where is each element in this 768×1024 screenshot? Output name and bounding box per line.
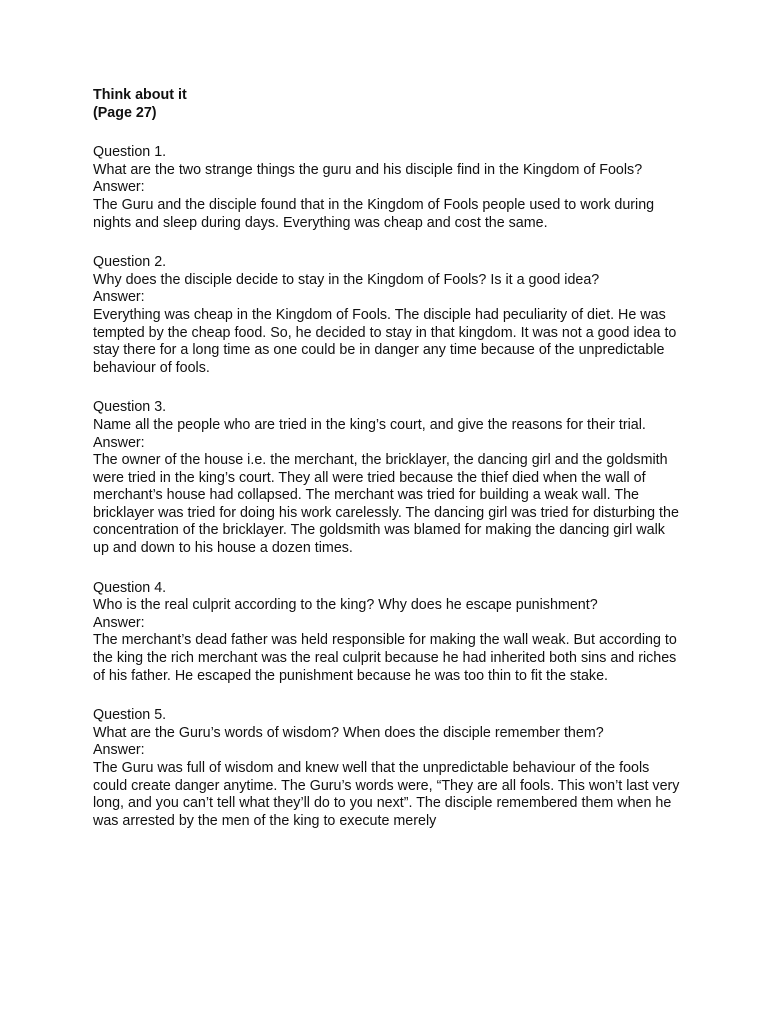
heading-title: Think about it (93, 87, 187, 103)
question-block-5 (93, 707, 683, 830)
question-block-3 (93, 399, 683, 557)
answer-text: Everything was cheap in the Kingdom of Fools. The disciple had peculiarity of diet. He was tempted by the cheap food. So, he decided to stay in that kingdom. It was not a good idea to stay there for a long time as one could be in danger any time because of the unpredictable behaviour of fools. (93, 306, 677, 376)
section-heading (93, 87, 683, 122)
question-label: Question 3. (93, 399, 167, 416)
answer-text: The owner of the house i.e. the merchant, the bricklayer, the dancing girl and the goldsmith were tried in the king’s court. They all were tried because the thief died when the wall of merchant’s house had collapsed. The merchant was tried for building a weak wall. The bricklayer was tried for doing his work carelessly. The dancing girl was tried for disturbing the concentration of the bricklayer. The goldsmith was blamed for making the dancing girl walk up and down to his house a dozen times. (93, 452, 679, 557)
answer-text: The merchant’s dead father was held responsible for making the wall weak. But according to the king the rich merchant was the real culprit because he had inherited both sins and riches of his father. He escaped the punishment because he was too thin to fit the stake. (93, 632, 677, 684)
question-label: Question 4. (93, 579, 167, 596)
question-text: Name all the people who are tried in the king’s court, and give the reasons for their trial. (93, 416, 646, 433)
heading-page-ref: (Page 27) (93, 104, 157, 121)
question-text: Why does the disciple decide to stay in the Kingdom of Fools? Is it a good idea? (93, 271, 600, 288)
question-label: Question 5. (93, 707, 167, 724)
document-page (93, 87, 683, 830)
answer-text: The Guru was full of wisdom and knew well that the unpredictable behaviour of the fools could create danger anytime. The Guru’s words were, “They are all fools. This won’t last very long, and you can’t tell what they’ll do to you next”. The disciple remembered them when he was arrested by the men of the king to execute merely (93, 760, 680, 829)
question-text: What are the Guru’s words of wisdom? When does the disciple remember them? (93, 724, 604, 741)
question-text: Who is the real culprit according to the king? Why does he escape punishment? (93, 597, 598, 614)
question-block-1 (93, 144, 683, 232)
question-label: Question 1. (93, 144, 167, 161)
answer-label: Answer: (93, 614, 145, 631)
question-text: What are the two strange things the guru and his disciple find in the Kingdom of Fools? (93, 161, 643, 178)
answer-label: Answer: (93, 742, 145, 759)
answer-label: Answer: (93, 179, 145, 196)
answer-text: The Guru and the disciple found that in the Kingdom of Fools people used to work during nights and sleep during days. Everything was cheap and cost the same. (93, 196, 655, 231)
question-label: Question 2. (93, 254, 167, 271)
answer-label: Answer: (93, 289, 145, 306)
question-block-2 (93, 254, 683, 377)
answer-label: Answer: (93, 434, 145, 451)
question-block-4 (93, 580, 683, 686)
